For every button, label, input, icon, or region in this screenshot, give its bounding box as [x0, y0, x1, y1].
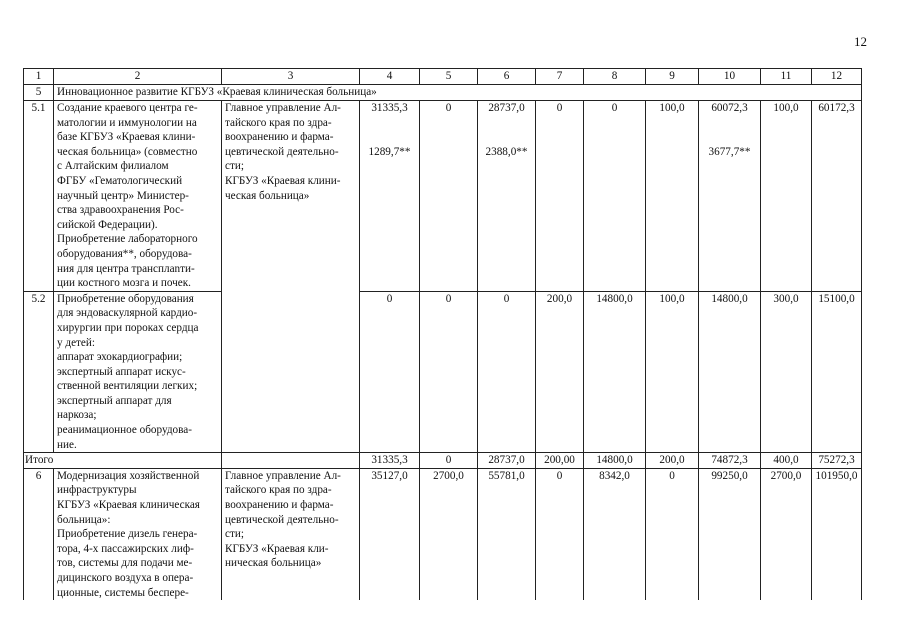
cell-line: экспертный аппарат для	[57, 394, 172, 407]
cell-line: ФГБУ «Гематологический	[57, 174, 183, 187]
cell-line: базе КГБУЗ «Краевая клини-	[57, 131, 196, 144]
cell-line: инфраструктуры	[57, 484, 137, 497]
section-number: 5	[24, 85, 54, 101]
row-number: 5.2	[24, 291, 54, 453]
cell-line: тайского края по здра-	[225, 484, 332, 497]
cell-line	[363, 130, 416, 145]
value-cell: 101950,0	[812, 468, 862, 600]
cell-line: КГБУЗ «Краевая клиническая	[57, 499, 200, 512]
cell-line: Главное управление Ал-	[225, 469, 341, 482]
cell-line: Модернизация хозяйственной	[57, 469, 200, 482]
cell-line	[481, 130, 532, 145]
cell-line: тора, 4-х пассажирских лиф-	[57, 542, 194, 555]
header-cell: 8	[584, 69, 646, 85]
cell-line: для эндоваскулярной кардио-	[57, 307, 198, 320]
cell-line: 3677,7**	[708, 145, 751, 158]
cell-line: сийской Федерации).	[57, 218, 158, 231]
row-description	[54, 101, 222, 292]
cell-line: ции костного мозга и почек.	[57, 277, 191, 290]
cell-line: 1289,7**	[368, 145, 411, 158]
header-cell: 9	[646, 69, 699, 85]
cell-line: ства здравоохранения Рос-	[57, 204, 184, 217]
cell-line: Приобретение оборудования	[57, 292, 194, 305]
header-row	[24, 69, 862, 85]
cell-line: ническая больница»	[225, 557, 322, 570]
cell-line: у детей:	[57, 336, 95, 349]
cell-line: ственной вентиляции легких;	[57, 380, 198, 393]
value-cell: 0	[420, 101, 478, 292]
cell-line: ционные, системы беспере-	[57, 586, 189, 599]
total-cell: 75272,3	[812, 453, 862, 469]
header-cell: 10	[699, 69, 761, 85]
total-empty-cell	[222, 453, 360, 469]
value-cell: 0	[420, 291, 478, 453]
cell-line: 60072,3	[711, 102, 748, 114]
header-cell: 4	[360, 69, 420, 85]
header-cell: 3	[222, 69, 360, 85]
value-cell: 100,0	[761, 101, 812, 292]
cell-line: цевтической деятельно-	[225, 145, 339, 158]
table-row	[24, 101, 862, 292]
cell-line: реанимационное оборудова-	[57, 424, 192, 437]
cell-line: тов, системы для подачи ме-	[57, 557, 193, 570]
header-cell: 7	[536, 69, 584, 85]
value-cell	[699, 101, 761, 292]
cell-line: тайского края по здра-	[225, 116, 332, 129]
total-cell: 28737,0	[478, 453, 536, 469]
cell-line: больница»:	[57, 513, 111, 526]
value-cell: 15100,0	[812, 291, 862, 453]
value-cell: 14800,0	[699, 291, 761, 453]
cell-line: ческая больница» (совместно	[57, 145, 198, 158]
table-row	[24, 468, 862, 600]
header-cell: 11	[761, 69, 812, 85]
cell-line: Приобретение лабораторного	[57, 233, 198, 246]
cell-line: 2388,0**	[485, 145, 528, 158]
value-cell: 200,0	[536, 291, 584, 453]
total-cell: 14800,0	[584, 453, 646, 469]
total-cell: 400,0	[761, 453, 812, 469]
cell-line: сти;	[225, 160, 244, 173]
cell-line: воохранению и фарма-	[225, 131, 334, 144]
cell-line: матологии и иммунологии на	[57, 116, 197, 129]
value-cell: 0	[536, 101, 584, 292]
value-cell	[478, 101, 536, 292]
total-cell: 0	[420, 453, 478, 469]
total-label: Итого	[24, 453, 222, 469]
total-row	[24, 453, 862, 469]
value-cell: 2700,0	[420, 468, 478, 600]
value-cell: 35127,0	[360, 468, 420, 600]
value-cell: 60172,3	[812, 101, 862, 292]
cell-line: Главное управление Ал-	[225, 102, 341, 114]
cell-line: дицинского воздуха в опера-	[57, 572, 194, 584]
value-cell: 100,0	[646, 101, 699, 292]
cell-line: научный центр» Министер-	[57, 189, 189, 202]
cell-line: ческая больница»	[225, 189, 310, 202]
row-number: 5.1	[24, 101, 54, 292]
total-cell: 31335,3	[360, 453, 420, 469]
cell-line: с Алтайским филиалом	[57, 160, 169, 173]
cell-line: оборудования**, оборудова-	[57, 247, 192, 260]
cell-line: сти;	[225, 528, 244, 541]
cell-line	[702, 130, 757, 145]
section-title: Инновационное развитие КГБУЗ «Краевая клиническая больница»	[54, 85, 862, 101]
cell-line	[702, 116, 757, 131]
value-cell: 0	[478, 291, 536, 453]
cell-line: 31335,3	[371, 102, 408, 114]
total-cell: 200,00	[536, 453, 584, 469]
budget-table	[23, 68, 862, 600]
cell-line	[363, 116, 416, 131]
value-cell: 0	[360, 291, 420, 453]
value-cell: 0	[584, 101, 646, 292]
row-executor	[222, 101, 360, 453]
cell-line: 28737,0	[488, 102, 525, 114]
cell-line: Создание краевого центра ге-	[57, 102, 198, 114]
cell-line: ния для центра трансплanти-	[57, 262, 195, 275]
cell-line	[481, 116, 532, 131]
row-executor	[222, 468, 360, 600]
cell-line: экспертный аппарат искус-	[57, 365, 186, 378]
value-cell: 2700,0	[761, 468, 812, 600]
header-cell: 5	[420, 69, 478, 85]
value-cell: 14800,0	[584, 291, 646, 453]
total-cell: 74872,3	[699, 453, 761, 469]
header-cell: 2	[54, 69, 222, 85]
value-cell: 300,0	[761, 291, 812, 453]
cell-line: ние.	[57, 438, 77, 451]
cell-line: воохранению и фарма-	[225, 499, 334, 512]
value-cell: 99250,0	[699, 468, 761, 600]
section-row	[24, 85, 862, 101]
header-cell: 1	[24, 69, 54, 85]
cell-line: КГБУЗ «Краевая клини-	[225, 174, 341, 187]
row-description	[54, 291, 222, 453]
cell-line: КГБУЗ «Краевая кли-	[225, 542, 329, 555]
page-number: 12	[854, 34, 867, 49]
cell-line: аппарат эхокардиографии;	[57, 351, 183, 364]
cell-line: хирургии при пороках сердца	[57, 321, 199, 334]
table-row	[24, 291, 862, 453]
total-cell: 200,0	[646, 453, 699, 469]
header-cell: 6	[478, 69, 536, 85]
value-cell: 8342,0	[584, 468, 646, 600]
value-cell: 0	[646, 468, 699, 600]
value-cell	[360, 101, 420, 292]
row-description	[54, 468, 222, 600]
value-cell: 55781,0	[478, 468, 536, 600]
cell-line: цевтической деятельно-	[225, 513, 339, 526]
cell-line: Приобретение дизель генера-	[57, 528, 198, 541]
row-number: 6	[24, 468, 54, 600]
header-cell: 12	[812, 69, 862, 85]
cell-line: наркоза;	[57, 409, 97, 422]
value-cell: 100,0	[646, 291, 699, 453]
value-cell: 0	[536, 468, 584, 600]
